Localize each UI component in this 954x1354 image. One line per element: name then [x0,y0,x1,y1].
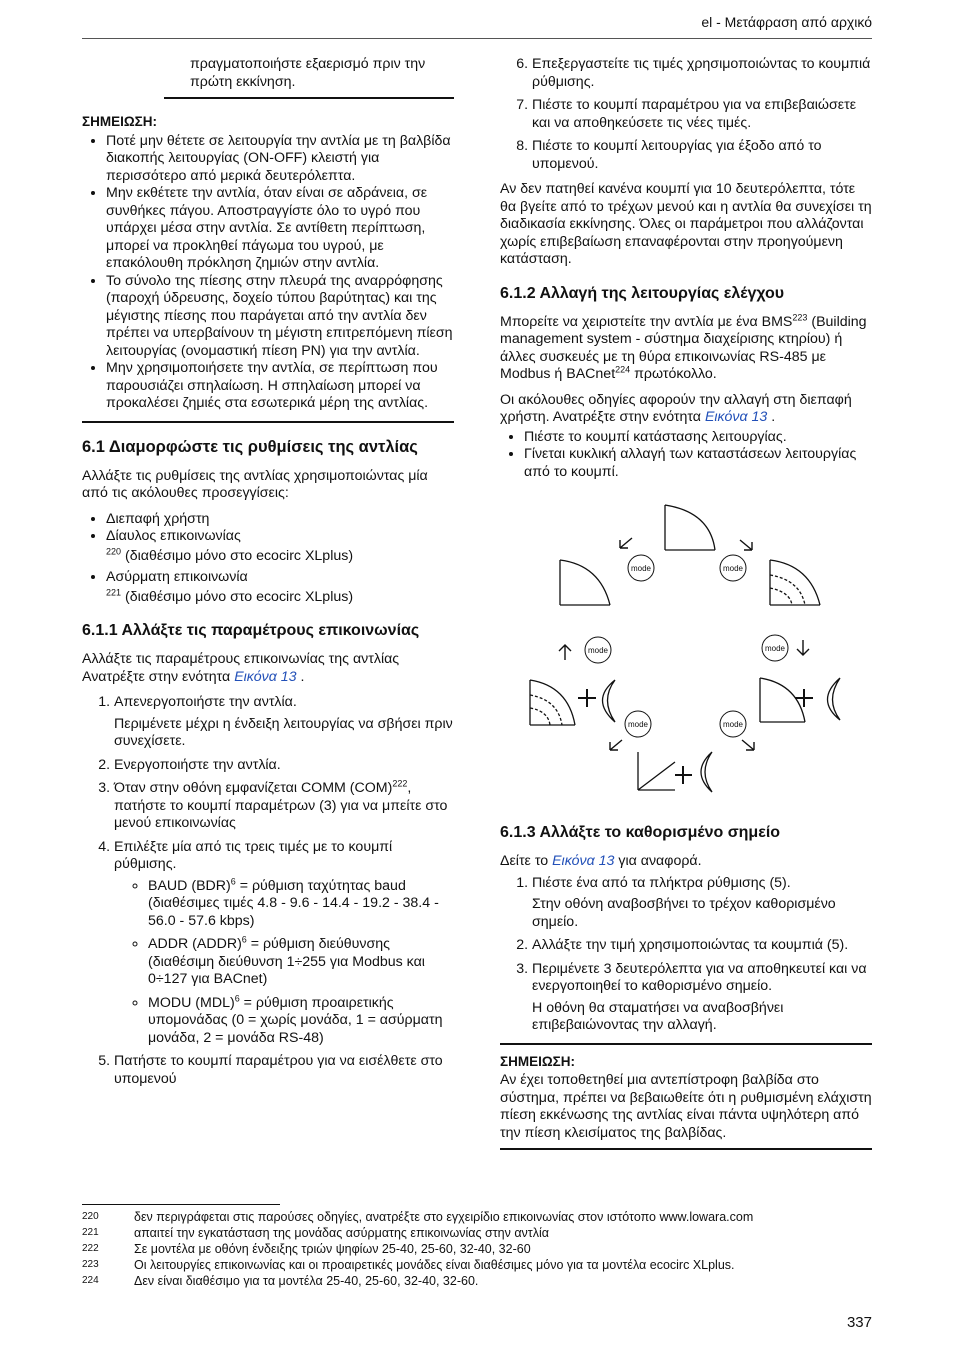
step-item: 2. Αλλάξτε την τιμή χρησιμοποιώντας τα κουμπιά (5). [532,937,872,955]
step-item: 3. Περιμένετε 3 δευτερόλεπτα για να αποθηκευτεί και να ενεργοποιηθεί το καθορισμένο σημείο. Η οθόνη θα σταματήσει να αναβοσβήνει επιβεβαιώνοντας την αλλαγή. [532,961,872,1035]
section-6-1-2-title: 6.1.2 Αλλαγή της λειτουργίας ελέγχου [500,284,785,302]
footnote-item: 221 απαιτεί την εγκατάσταση της μονάδας ασύρματης επικοινωνίας στην αντλία [82,1226,549,1240]
list-item: ◦ ADDR (ADDR)$^6$ = ρύθμιση διεύθυνσης (διαθέσιμη διεύθυνση 1÷255 για Modbus και 0÷127 για BACnet) [148,936,454,989]
step-item: 8. Πιέστε το κουμπί λειτουργίας για έξοδο από το υπομενού. [532,138,872,173]
list-item: • Δίαυλος επικοινωνίας [106,528,454,546]
figure-link[interactable]: Εικόνα 13 [704,409,768,425]
right-column [500,56,872,489]
footnote-item: 222 Σε μοντέλα με οθόνη ένδειξης τριών ψηφίων 25-40, 25-60, 32-40, 32-60 [82,1242,531,1256]
list-item: • Πιέστε το κουμπί κατάστασης λειτουργίας. [524,429,872,447]
figure-link[interactable]: Εικόνα 13 [552,853,615,869]
footnote-item: 224 Δεν είναι διαθέσιμο για τα μοντέλα 25-40, 25-60, 32-40, 32-60. [82,1274,479,1288]
rule-top [164,97,454,99]
page-header [82,14,872,39]
setpoint-steps [500,875,872,1035]
mode-label: mode [587,646,609,655]
step-item: 2. Ενεργοποιήστε την αντλία. [114,757,454,775]
bms-paragraph: Μπορείτε να χειριστείτε την αντλία με ένα BMS$^{223}$ (Building management system - σύστημα διαχείρισης κτηρίου) ή άλλες συσκευές με τη θύρα επικοινωνίας RS-485 με Modbus ή BACnet$^{224}$ πρωτόκολλο. [500,311,867,382]
list-item: • Ασύρματη επικοινωνία [106,569,454,587]
mode-cycle-diagram [520,500,870,800]
footnotes [82,1204,872,1289]
mode-label: mode [764,644,786,653]
list-item: • Το σύνολο της πίεσης στην πλευρά της αναρρόφησης (παροχή ύδρευσης, δοχείο τύπου βαρύτητας) και της μέγιστης πίεσης που παράγεται από την αντλία δεν πρέπει να υπερβαίνουν τη μέγιστη επιτρεπόμενη πίεση λειτουργίας (ονομαστική πίεση PN) για την αντλία. [106,273,454,361]
step-item: 6. Επεξεργαστείτε τις τιμές χρησιμοποιώντας το κουμπιά ρύθμισης. [532,56,872,91]
footnote-inline-221: $^{221}$ (διαθέσιμο μόνο στο ecocirc XLplus) [106,586,354,605]
dashed-night-icon [530,680,615,725]
approach-list-2 [82,569,454,587]
step-item: 1. Απενεργοποιήστε την αντλία. Περιμένετε μέχρι η ένδειξη λειτουργίας να σβήσει πριν συνεχίσετε. [114,694,454,751]
mode-list [500,429,872,482]
step-item: 4. Επιλέξτε μία από τις τρεις τιμές με το κουμπί ρύθμισης. ◦ BAUD (BDR)$^6$ = ρύθμιση ταχύτητας baud (διαθέσιμες τιμές 4.8 - 9.6 - 14.4 - 19.2 - 38.4 - 56.0 - 57.6 kbps) ◦ ADDR (ADDR)$^6$ = ρύθμιση διεύθυνσης (διαθέσιμη διεύθυνση 1÷255 για Modbus και 0÷127 για BACnet) ◦ MODU (MDL)$^6$ = ρύθμιση προαιρετικής υπομονάδας (0 = χωρίς μονάδα, 1 = ασύρματη μονάδα, 2 = μονάδα RS-48) [114,839,454,1048]
proportional-curve-icon [665,505,715,550]
constant-curve-icon [560,560,610,605]
footnote-rule [82,1204,280,1205]
footnote-item: 223 Οι λειτουργίες επικοινωνίας και οι προαιρετικές μονάδες είναι διαθέσιμες μόνο για τα μοντέλα ecocirc XLplus. [82,1258,735,1272]
list-item: ◦ MODU (MDL)$^6$ = ρύθμιση προαιρετικής υπομονάδας (0 = χωρίς μονάδα, 1 = ασύρματη μονάδα, 2 = μονάδα RS-48) [148,995,454,1048]
list-item: ◦ BAUD (BDR)$^6$ = ρύθμιση ταχύτητας baud (διαθέσιμες τιμές 4.8 - 9.6 - 14.4 - 19.2 - 38.4 - 56.0 - 57.6 kbps) [148,878,454,931]
mode-label: mode [630,564,652,573]
note2-rule-bottom [500,1148,872,1150]
mode-label: mode [627,720,649,729]
note-list [82,133,454,413]
list-item: • Μην χρησιμοποιήσετε την αντλία, σε περίπτωση που παρουσιάζει σπηλαίωση. Η σπηλαίωση μπορεί να προκαλέσει ζημιές στα εσωτερικά μέρη της αντλίας. [106,360,454,413]
footnote-item: 220 δεν περιγράφεται στις παρούσες οδηγίες, ανατρέξτε στο εγχειρίδιο επικοινωνίας στον ιστότοπο www.lowara.com [82,1210,754,1224]
dashed-curve-icon [770,560,820,605]
step-item: 3. Όταν στην οθόνη εμφανίζεται COMM (COM)$^{222}$, πατήστε το κουμπί παραμέτρων (3) για να μπείτε στο μενού επικοινωνίας [114,780,454,833]
ui-paragraph: Οι ακόλουθες οδηγίες αφορούν την αλλαγή στη διεπαφή χρήστη. Ανατρέξτε στην ενότητα Εικόνα 13 . [500,391,852,425]
timeout-paragraph: Αν δεν πατηθεί κανένα κουμπί για 10 δευτερόλεπτα, τότε θα βγείτε από το τρέχων μενού και η αντλία θα συνεχίσει τη διαδικασία εκκίνησης. Όλες οι παράμετροι που αλλάζονται χωρίς επιβεβαίωση επαναφέρονται στην προηγούμενη κατάσταση. [500,181,872,267]
top-text: πραγματοποιήστε εξαερισμό πριν την πρώτη εκκίνηση. [190,56,426,90]
list-item: • Γίνεται κυκλική αλλαγή των καταστάσεων λειτουργίας από το κουμπί. [524,446,872,481]
steps-list-cont [500,56,872,173]
figure-link[interactable]: Εικόνα 13 [234,668,297,685]
section-6-1-title: 6.1 Διαμορφώστε τις ρυθμίσεις της αντλίας [82,437,418,456]
step-item: 7. Πιέστε το κουμπί παραμέτρου για να επιβεβαιώσετε και να αποθηκεύσετε τις νέες τιμές. [532,97,872,132]
note-title: ΣΗΜΕΙΩΣΗ: [82,114,158,129]
section-6-1-intro: Αλλάξτε τις ρυθμίσεις της αντλίας χρησιμοποιώντας μία από τις ακόλουθες προσεγγίσεις: [82,467,428,501]
steps-list [82,694,454,1088]
list-item: • Διεπαφή χρήστη [106,511,454,529]
note2-rule-top [500,1043,872,1045]
mode-label: mode [722,564,744,573]
line-night-icon [638,752,712,792]
note2-text: Αν έχει τοποθετηθεί μια αντεπίστροφη βαλβίδα στο σύστημα, πρέπει να βεβαιωθείτε ότι η ρυθμισμένη ελάχιστη πίεση εκκένωσης της αντλίας είναι πάντα υψηλότερη από την πίεση κλεισίματος της βαλβίδας. [500,1072,872,1141]
header-text: el - Μετάφραση από αρχικό [701,14,872,30]
page-number: 337 [846,1314,872,1331]
approach-list [82,511,454,546]
list-item: • Μην εκθέτετε την αντλία, όταν είναι σε αδράνεια, σε συνθήκες πάγου. Αποστραγγίστε όλο το υγρό που υπάρχει μέσα στην αντλία. Σε αντίθετη περίπτωση, μπορεί να προκληθεί πάγωμα του υγρού, με επακόλουθη πρόκληση ζημιών στην αντλία. [106,185,454,273]
list-item: • Ποτέ μην θέτετε σε λειτουργία την αντλία με τη βαλβίδα διακοπής λειτουργίας (ON-OFF) κλειστή για περισσότερο από μερικά δευτερόλεπτα. [106,133,454,186]
step-item: 5. Πατήστε το κουμπί παραμέτρου για να εισέλθετε στο υπομενού [114,1053,454,1088]
section-6-1-1-title: 6.1.1 Αλλάξτε τις παραμέτρους επικοινωνίας [82,622,420,639]
right-column-lower [500,822,872,1158]
section-6-1-3-title: 6.1.3 Αλλάξτε το καθορισμένο σημείο [500,824,781,841]
footnote-inline-220: $^{220}$ (διαθέσιμο μόνο στο ecocirc XLplus) [106,545,354,564]
note-rule [82,421,454,423]
note2-title: ΣΗΜΕΙΩΣΗ: [500,1053,576,1069]
section-6-1-1-intro: Αλλάξτε τις παραμέτρους επικοινωνίας της αντλίας Ανατρέξτε στην ενότητα Εικόνα 13 . [82,651,400,685]
step-item: 1. Πιέστε ένα από τα πλήκτρα ρύθμισης (5). Στην οθόνη αναβοσβήνει το τρέχον καθορισμένο σημείο. [532,875,872,932]
mode-label: mode [722,720,744,729]
curve-night-icon [760,678,840,722]
left-column [82,56,454,1096]
sub-list [114,875,454,1048]
setpoint-intro: Δείτε το Εικόνα 13 για αναφορά. [500,853,702,869]
